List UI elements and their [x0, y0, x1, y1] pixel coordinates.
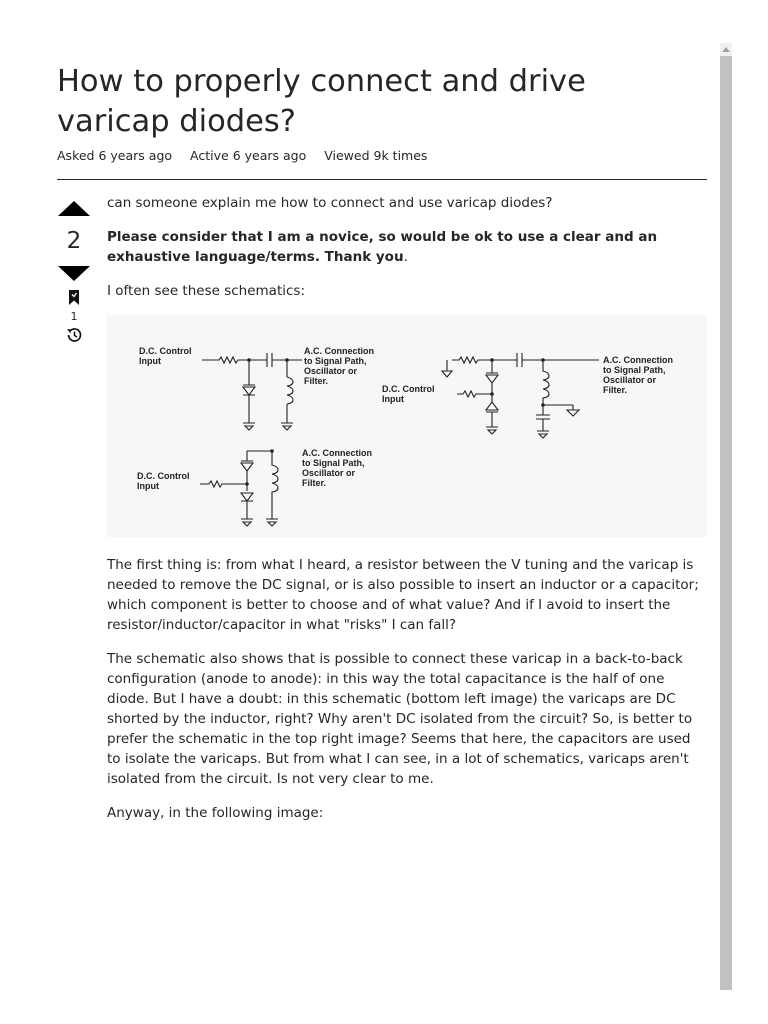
- schematic-tl-ac-label-2: to Signal Path,: [304, 356, 367, 366]
- schematic-bl-ac-label-3: Oscillator or: [302, 468, 356, 478]
- schematic-tl-ac-label-1: A.C. Connection: [304, 346, 374, 356]
- asked-label: Asked: [57, 148, 95, 163]
- question-meta: [57, 148, 441, 163]
- body-paragraph-4: The first thing is: from what I heard, a resistor between the V tuning and the varicap is needed to remove the DC signal, or is also possible to insert an inductor or a capacitor; which component is better to choose and of what value? And if I avoid to insert the resistor/inductor/capacitor in what "risks" I can fall?: [107, 557, 699, 633]
- question-body: [107, 193, 707, 837]
- schematic-tl-ac-label-4: Filter.: [304, 376, 329, 386]
- active-meta: [190, 148, 310, 163]
- novice-note: Please consider that I am a novice, so would be ok to use a clear and an exhaustive language/terms. Thank you: [107, 229, 658, 265]
- active-label: Active: [190, 148, 229, 163]
- body-paragraph-5: The schematic also shows that is possible to connect these varicap in a back-to-back configuration (anode to anode): in this way the total capacitance is the half of one diode. But I have a doubt: in this schematic (bottom left image) the varicaps are DC shorted by the inductor, right? Why aren't DC isolated from the circuit? So, is better to prefer the schematic in the top right image? Seems that here, the capacitors are used to isolate the varicaps. But from what I can see, in a lot of schematics, varicaps aren't isolated from the circuit. Is not very clear to me.: [107, 651, 693, 787]
- schematic-tr-ac-label-3: Oscillator or: [603, 375, 657, 385]
- viewed-meta: [324, 148, 427, 163]
- scrollbar-thumb[interactable]: [720, 56, 732, 990]
- body-paragraph-1: can someone explain me how to connect and use varicap diodes?: [107, 195, 553, 211]
- bookmark-icon[interactable]: [68, 290, 80, 305]
- schematic-tl-ac-label-3: Oscillator or: [304, 366, 358, 376]
- bookmark-count: 1: [70, 310, 78, 323]
- varicap-schematics-image: [107, 315, 707, 537]
- novice-note-tail: .: [403, 249, 408, 265]
- schematic-bl-dc-label-1: D.C. Control: [137, 471, 190, 481]
- upvote-arrow-icon[interactable]: [57, 200, 91, 217]
- schematic-tr-ac-label-1: A.C. Connection: [603, 355, 673, 365]
- title-divider: [57, 179, 707, 180]
- schematic-bl-ac-label-4: Filter.: [302, 478, 327, 488]
- body-paragraph-6: Anyway, in the following image:: [107, 805, 324, 821]
- active-value[interactable]: 6 years ago: [232, 148, 307, 163]
- schematic-bl-ac-label-2: to Signal Path,: [302, 458, 365, 468]
- schematic-bl-dc-label-2: Input: [137, 481, 159, 491]
- scroll-up-arrow-icon[interactable]: [720, 43, 732, 55]
- body-paragraph-3: I often see these schematics:: [107, 283, 306, 299]
- history-icon[interactable]: [65, 326, 83, 344]
- schematic-tr-dc-label-1: D.C. Control: [382, 384, 435, 394]
- downvote-arrow-icon[interactable]: [57, 265, 91, 282]
- schematic-tr-dc-label-2: Input: [382, 394, 404, 404]
- schematic-tr-ac-label-2: to Signal Path,: [603, 365, 666, 375]
- viewed-value: 9k times: [373, 148, 428, 163]
- asked-value[interactable]: 6 years ago: [98, 148, 173, 163]
- schematic-bl-ac-label-1: A.C. Connection: [302, 448, 372, 458]
- page-title: How to properly connect and drive varicap diodes?: [57, 64, 586, 139]
- schematic-tl-dc-label-2: Input: [139, 356, 161, 366]
- body-paragraph-2: [107, 227, 707, 267]
- asked-meta: [57, 148, 176, 163]
- schematic-tl-dc-label-1: D.C. Control: [139, 346, 192, 356]
- viewed-label: Viewed: [324, 148, 370, 163]
- vote-count: 2: [66, 228, 82, 254]
- vote-controls: [57, 200, 91, 344]
- vertical-scrollbar[interactable]: [720, 43, 732, 990]
- schematic-tr-ac-label-4: Filter.: [603, 385, 628, 395]
